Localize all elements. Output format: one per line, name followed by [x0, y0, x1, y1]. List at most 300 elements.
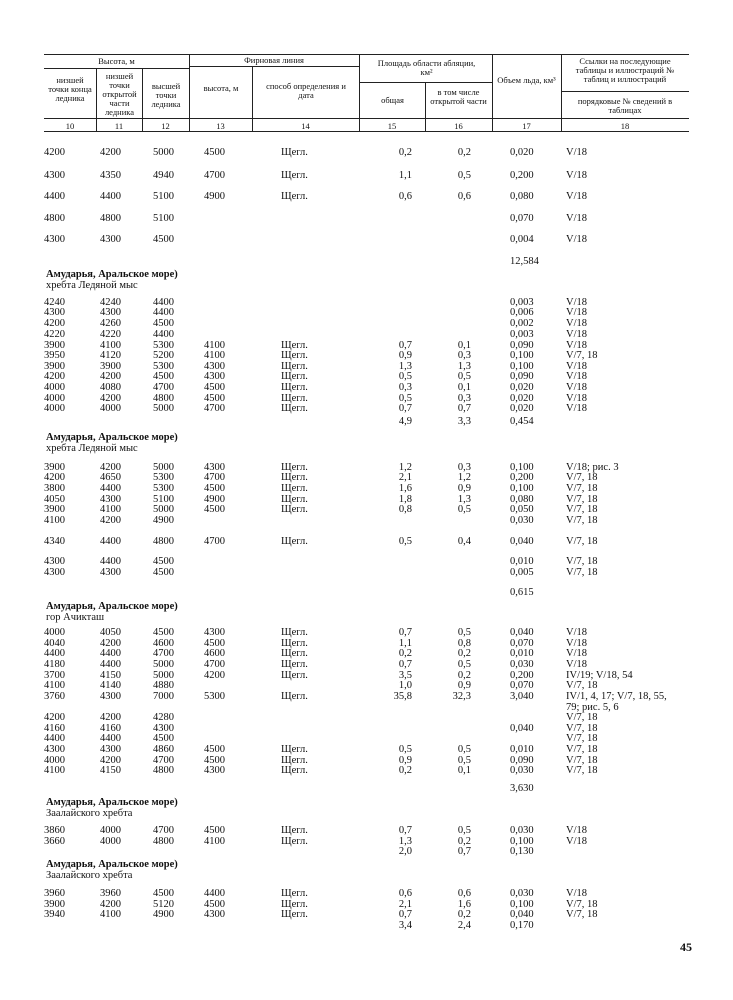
table-row: [0, 515, 733, 526]
cell-col-18: V/18: [566, 361, 587, 372]
col-num-13: 13: [216, 121, 225, 131]
cell-col-18: V/18: [566, 234, 587, 245]
cell-col-12: 5300: [153, 340, 174, 351]
cell-col-18: V/18: [566, 627, 587, 638]
cell-col-17: 0,100: [510, 899, 534, 910]
cell-col-16: 0,2: [457, 670, 471, 681]
cell-col-13: 4300: [204, 371, 225, 382]
cell-col-14: Щегл.: [281, 909, 308, 920]
cell-col-14: Щегл.: [281, 670, 308, 681]
cell-col-15: 1,3: [398, 361, 412, 372]
table-row: [0, 234, 733, 245]
cell-col-17: 0,090: [510, 755, 534, 766]
cell-col-10: 3940: [44, 909, 65, 920]
cell-col-17: 0,070: [510, 680, 534, 691]
cell-col-14: Щегл.: [281, 483, 308, 494]
cell-col-17: 0,615: [510, 587, 534, 598]
cell-col-11: 4080: [100, 382, 121, 393]
table-row: [0, 147, 733, 158]
cell-col-12: 5000: [153, 670, 174, 681]
cell-col-17: 0,070: [510, 213, 534, 224]
cell-col-16: 0,1: [457, 340, 471, 351]
cell-col-12: 4700: [153, 755, 174, 766]
cell-col-11: 4200: [100, 712, 121, 723]
header-firn-group: Фирновая линия: [244, 55, 304, 65]
table-row: [0, 888, 733, 899]
cell-col-12: 4860: [153, 744, 174, 755]
cell-col-17: 0,006: [510, 307, 534, 318]
section-title: Амударья, Аральское море): [46, 797, 178, 808]
cell-col-13: 4300: [204, 765, 225, 776]
cell-col-10: 4300: [44, 567, 65, 578]
header-c18: порядковые № сведений в таблицах: [577, 96, 673, 115]
cell-col-12: 4700: [153, 382, 174, 393]
cell-col-13: 4700: [204, 659, 225, 670]
cell-col-16: 0,1: [457, 382, 471, 393]
cell-col-18: V/18: [566, 659, 587, 670]
cell-col-18: V/7, 18: [566, 733, 598, 744]
cell-col-10: 4200: [44, 712, 65, 723]
table-row: [0, 783, 733, 794]
cell-col-18: V/18: [566, 403, 587, 414]
cell-col-10: 3950: [44, 350, 65, 361]
cell-col-11: 4400: [100, 191, 121, 202]
cell-col-12: 4600: [153, 638, 174, 649]
cell-col-18: V/7, 18: [566, 536, 598, 547]
cell-col-14: Щегл.: [281, 755, 308, 766]
cell-col-10: 3760: [44, 691, 65, 702]
cell-col-10: 4300: [44, 307, 65, 318]
table-row: [0, 825, 733, 836]
cell-col-11: 3960: [100, 888, 121, 899]
table-header: [44, 54, 689, 132]
section-subtitle: Заалайского хребта: [46, 808, 133, 819]
cell-col-16: 0,3: [457, 350, 471, 361]
table-row: [0, 587, 733, 598]
cell-col-11: 4150: [100, 765, 121, 776]
cell-col-17: 0,020: [510, 393, 534, 404]
cell-col-10: 4220: [44, 329, 65, 340]
cell-col-12: 4400: [153, 297, 174, 308]
cell-col-13: 4300: [204, 909, 225, 920]
cell-col-17: 0,090: [510, 340, 534, 351]
section-title: Амударья, Аральское море): [46, 859, 178, 870]
cell-col-11: 4200: [100, 755, 121, 766]
cell-col-15: 4,9: [398, 416, 412, 427]
cell-col-14: Щегл.: [281, 361, 308, 372]
cell-col-13: 4500: [204, 393, 225, 404]
cell-col-10: 4200: [44, 147, 65, 158]
table-row: [0, 765, 733, 776]
cell-col-18: V/18: [566, 329, 587, 340]
cell-col-13: 4200: [204, 670, 225, 681]
cell-col-16: 0,5: [457, 744, 471, 755]
section-heading: [46, 601, 178, 623]
cell-col-12: 4400: [153, 307, 174, 318]
cell-col-16: 3,3: [457, 416, 471, 427]
cell-col-11: 4300: [100, 307, 121, 318]
table-row: [0, 648, 733, 659]
cell-col-12: 5100: [153, 213, 174, 224]
cell-col-11: 4300: [100, 567, 121, 578]
cell-col-17: 0,003: [510, 329, 534, 340]
cell-col-11: 4400: [100, 483, 121, 494]
cell-col-11: 4000: [100, 836, 121, 847]
cell-col-17: 0,020: [510, 403, 534, 414]
cell-col-12: 5100: [153, 191, 174, 202]
cell-col-13: 4500: [204, 825, 225, 836]
cell-col-14: Щегл.: [281, 462, 308, 473]
cell-col-18: V/18: [566, 170, 587, 181]
cell-col-18: IV/1, 4, 17; V/7, 18, 55,: [566, 691, 667, 702]
cell-col-13: 4700: [204, 403, 225, 414]
cell-col-12: 4900: [153, 515, 174, 526]
cell-col-18: V/7, 18: [566, 909, 598, 920]
cell-col-15: 0,7: [398, 403, 412, 414]
cell-col-18: V/18: [566, 340, 587, 351]
cell-col-14: Щегл.: [281, 371, 308, 382]
cell-col-12: 5000: [153, 659, 174, 670]
section-heading: [46, 859, 178, 881]
table-row: [0, 744, 733, 755]
table-row: [0, 191, 733, 202]
col-num-18: 18: [620, 121, 630, 131]
table-row: [0, 920, 733, 931]
cell-col-10: 4200: [44, 472, 65, 483]
cell-col-13: 4300: [204, 462, 225, 473]
cell-col-11: 4100: [100, 909, 121, 920]
cell-col-18: V/7, 18: [566, 680, 598, 691]
cell-col-17: 0,454: [510, 416, 534, 427]
cell-col-12: 7000: [153, 691, 174, 702]
cell-col-16: 0,5: [457, 627, 471, 638]
cell-col-15: 0,7: [398, 909, 412, 920]
header-c10: низшей точки конца ледника: [48, 75, 92, 103]
col-num-14: 14: [301, 121, 310, 131]
cell-col-12: 4800: [153, 765, 174, 776]
table-row: [0, 371, 733, 382]
cell-col-17: 0,030: [510, 515, 534, 526]
cell-col-18: V/7, 18: [566, 765, 598, 776]
cell-col-14: Щегл.: [281, 403, 308, 414]
cell-col-11: 4350: [100, 170, 121, 181]
col-num-15: 15: [387, 121, 397, 131]
cell-col-13: 4100: [204, 836, 225, 847]
cell-col-12: 4500: [153, 234, 174, 245]
cell-col-10: 4180: [44, 659, 65, 670]
cell-col-17: 0,200: [510, 670, 534, 681]
cell-col-12: 4700: [153, 825, 174, 836]
cell-col-12: 4500: [153, 888, 174, 899]
cell-col-15: 1,3: [398, 836, 412, 847]
header-c12: высшей точки ледника: [151, 81, 181, 109]
cell-col-10: 4100: [44, 680, 65, 691]
table-row: [0, 403, 733, 414]
cell-col-16: 0,6: [457, 888, 471, 899]
cell-col-15: 0,2: [398, 147, 412, 158]
cell-col-15: 35,8: [393, 691, 412, 702]
cell-col-12: 5100: [153, 494, 174, 505]
cell-col-11: 4150: [100, 670, 121, 681]
header-height-group: Высота, м: [98, 56, 135, 66]
cell-col-12: 4800: [153, 536, 174, 547]
cell-col-15: 0,5: [398, 744, 412, 755]
header-c16: в том числе открытой части: [430, 87, 487, 106]
cell-col-12: 4500: [153, 371, 174, 382]
cell-col-17: 0,040: [510, 909, 534, 920]
cell-col-12: 4300: [153, 723, 174, 734]
cell-col-17: 0,030: [510, 659, 534, 670]
cell-col-16: 32,3: [452, 691, 471, 702]
cell-col-11: 4200: [100, 515, 121, 526]
cell-col-18: V/7, 18: [566, 567, 598, 578]
cell-col-17: 0,030: [510, 765, 534, 776]
table-row: [0, 170, 733, 181]
table-row: [0, 536, 733, 547]
cell-col-10: 3900: [44, 462, 65, 473]
table-row: [0, 350, 733, 361]
table-row: [0, 627, 733, 638]
table-row: [0, 472, 733, 483]
cell-col-15: 0,7: [398, 659, 412, 670]
cell-col-11: 4200: [100, 147, 121, 158]
cell-col-11: 4200: [100, 462, 121, 473]
cell-col-17: 0,130: [510, 846, 534, 857]
cell-col-13: 5300: [204, 691, 225, 702]
cell-col-15: 1,8: [398, 494, 412, 505]
cell-col-16: 0,5: [457, 825, 471, 836]
cell-col-12: 4500: [153, 318, 174, 329]
cell-col-11: 4300: [100, 494, 121, 505]
section-heading: [46, 269, 178, 291]
cell-col-14: Щегл.: [281, 472, 308, 483]
cell-col-10: 4000: [44, 627, 65, 638]
cell-col-15: 0,5: [398, 371, 412, 382]
cell-col-14: Щегл.: [281, 691, 308, 702]
cell-col-14: Щегл.: [281, 659, 308, 670]
cell-col-18: V/7, 18: [566, 472, 598, 483]
table-row: [0, 712, 733, 723]
cell-col-16: 0,9: [457, 483, 471, 494]
cell-col-11: 4240: [100, 297, 121, 308]
cell-col-10: 4300: [44, 744, 65, 755]
cell-col-12: 5120: [153, 899, 174, 910]
cell-col-10: 4000: [44, 382, 65, 393]
cell-col-15: 1,1: [398, 638, 412, 649]
cell-col-10: 3900: [44, 504, 65, 515]
cell-col-16: 0,6: [457, 191, 471, 202]
cell-col-13: 4500: [204, 638, 225, 649]
cell-col-11: 4400: [100, 648, 121, 659]
cell-col-15: 0,5: [398, 393, 412, 404]
cell-col-10: 4100: [44, 765, 65, 776]
cell-col-10: 4300: [44, 234, 65, 245]
header-c15: общая: [381, 95, 404, 105]
cell-col-14: Щегл.: [281, 765, 308, 776]
cell-col-12: 5200: [153, 350, 174, 361]
table-row: [0, 329, 733, 340]
section-subtitle: гор Ачикташ: [46, 612, 105, 623]
cell-col-15: 2,1: [398, 472, 412, 483]
cell-col-14: Щегл.: [281, 888, 308, 899]
cell-col-10: 4300: [44, 556, 65, 567]
cell-col-17: 0,020: [510, 147, 534, 158]
cell-col-17: 0,050: [510, 504, 534, 515]
cell-col-14: Щегл.: [281, 627, 308, 638]
header-c13: высота, м: [203, 83, 239, 93]
cell-col-12: 4500: [153, 627, 174, 638]
cell-col-18: V/18: [566, 638, 587, 649]
cell-col-18: V/7, 18: [566, 744, 598, 755]
cell-col-10: 4800: [44, 213, 65, 224]
cell-col-11: 4300: [100, 234, 121, 245]
cell-col-13: 4100: [204, 340, 225, 351]
table-row: [0, 416, 733, 427]
cell-col-15: 0,7: [398, 825, 412, 836]
cell-col-10: 4240: [44, 297, 65, 308]
header-area-group: Площадь области абляции, км²: [377, 58, 476, 77]
cell-col-14: Щегл.: [281, 170, 308, 181]
cell-col-18: V/18: [566, 825, 587, 836]
table-row: [0, 659, 733, 670]
cell-col-11: 4400: [100, 733, 121, 744]
cell-col-15: 0,6: [398, 191, 412, 202]
cell-col-17: 0,200: [510, 472, 534, 483]
cell-col-13: 4900: [204, 494, 225, 505]
cell-col-17: 0,100: [510, 836, 534, 847]
col-num-16: 16: [454, 121, 463, 131]
cell-col-10: 4050: [44, 494, 65, 505]
cell-col-13: 4500: [204, 899, 225, 910]
cell-col-18: V/18: [566, 888, 587, 899]
cell-col-18: V/7, 18: [566, 899, 598, 910]
cell-col-17: 0,010: [510, 556, 534, 567]
header-volume: Объем льда, км³: [497, 75, 556, 85]
cell-col-17: 3,040: [510, 691, 534, 702]
cell-col-11: 4800: [100, 213, 121, 224]
cell-col-13: 4700: [204, 170, 225, 181]
cell-col-11: 4200: [100, 393, 121, 404]
cell-col-18: V/7, 18: [566, 755, 598, 766]
cell-col-18: V/7, 18: [566, 350, 598, 361]
cell-col-10: 3700: [44, 670, 65, 681]
section-title: Амударья, Аральское море): [46, 601, 178, 612]
cell-col-16: 0,4: [457, 536, 471, 547]
col-num-11: 11: [114, 121, 124, 131]
cell-col-15: 1,2: [398, 462, 412, 473]
cell-col-15: 0,9: [398, 350, 412, 361]
table-row: [0, 382, 733, 393]
page-number: 45: [680, 940, 692, 954]
table-row: [0, 680, 733, 691]
cell-col-12: 5000: [153, 403, 174, 414]
table-row: [0, 318, 733, 329]
cell-col-18: V/7, 18: [566, 483, 598, 494]
cell-col-16: 0,5: [457, 659, 471, 670]
cell-col-17: 0,030: [510, 825, 534, 836]
cell-col-10: 4000: [44, 403, 65, 414]
cell-col-10: 4200: [44, 371, 65, 382]
cell-col-17: 0,005: [510, 567, 534, 578]
cell-col-12: 4400: [153, 329, 174, 340]
cell-col-14: Щегл.: [281, 825, 308, 836]
cell-col-18: V/18: [566, 297, 587, 308]
cell-col-15: 0,7: [398, 340, 412, 351]
cell-col-18: V/7, 18: [566, 494, 598, 505]
cell-col-15: 0,2: [398, 648, 412, 659]
cell-col-12: 5000: [153, 504, 174, 515]
cell-col-11: 4200: [100, 371, 121, 382]
header-c11: низшей точки открытой части ледника: [102, 71, 137, 117]
cell-col-17: 0,003: [510, 297, 534, 308]
cell-col-15: 3,5: [398, 670, 412, 681]
cell-col-11: 4260: [100, 318, 121, 329]
cell-col-11: 4400: [100, 556, 121, 567]
cell-col-10: 4100: [44, 515, 65, 526]
cell-col-18: V/7, 18: [566, 515, 598, 526]
cell-col-16: 0,5: [457, 371, 471, 382]
cell-col-14: Щегл.: [281, 648, 308, 659]
cell-col-10: 3660: [44, 836, 65, 847]
cell-col-18: V/18: [566, 393, 587, 404]
cell-col-12: 4900: [153, 909, 174, 920]
col-num-12: 12: [161, 121, 170, 131]
cell-col-18: V/18: [566, 191, 587, 202]
cell-col-18: 79; рис. 5, 6: [566, 702, 619, 713]
cell-col-14: Щегл.: [281, 744, 308, 755]
cell-col-18: V/7, 18: [566, 504, 598, 515]
cell-col-12: 4500: [153, 733, 174, 744]
cell-col-15: 1,0: [398, 680, 412, 691]
cell-col-18: V/18: [566, 147, 587, 158]
cell-col-10: 3900: [44, 899, 65, 910]
cell-col-10: 4400: [44, 733, 65, 744]
cell-col-11: 4300: [100, 744, 121, 755]
cell-col-16: 1,2: [457, 472, 471, 483]
section-heading: [46, 432, 178, 454]
cell-col-17: 0,080: [510, 494, 534, 505]
cell-col-16: 0,8: [457, 638, 471, 649]
cell-col-15: 2,1: [398, 899, 412, 910]
cell-col-17: 0,090: [510, 371, 534, 382]
cell-col-18: V/7, 18: [566, 556, 598, 567]
cell-col-11: 4400: [100, 536, 121, 547]
cell-col-12: 4700: [153, 648, 174, 659]
cell-col-14: Щегл.: [281, 382, 308, 393]
cell-col-16: 0,5: [457, 755, 471, 766]
cell-col-12: 4500: [153, 556, 174, 567]
table-row: [0, 504, 733, 515]
table-row: [0, 909, 733, 920]
cell-col-17: 0,200: [510, 170, 534, 181]
cell-col-11: 4300: [100, 691, 121, 702]
cell-col-10: 4160: [44, 723, 65, 734]
cell-col-13: 4500: [204, 147, 225, 158]
cell-col-15: 0,9: [398, 755, 412, 766]
cell-col-16: 0,5: [457, 504, 471, 515]
cell-col-10: 3960: [44, 888, 65, 899]
cell-col-15: 3,4: [398, 920, 412, 931]
cell-col-14: Щегл.: [281, 638, 308, 649]
cell-col-13: 4500: [204, 744, 225, 755]
col-num-10: 10: [65, 121, 75, 131]
cell-col-12: 5300: [153, 361, 174, 372]
cell-col-17: 0,010: [510, 744, 534, 755]
cell-col-17: 0,004: [510, 234, 534, 245]
cell-col-13: 4300: [204, 627, 225, 638]
cell-col-10: 4300: [44, 170, 65, 181]
cell-col-11: 4200: [100, 638, 121, 649]
